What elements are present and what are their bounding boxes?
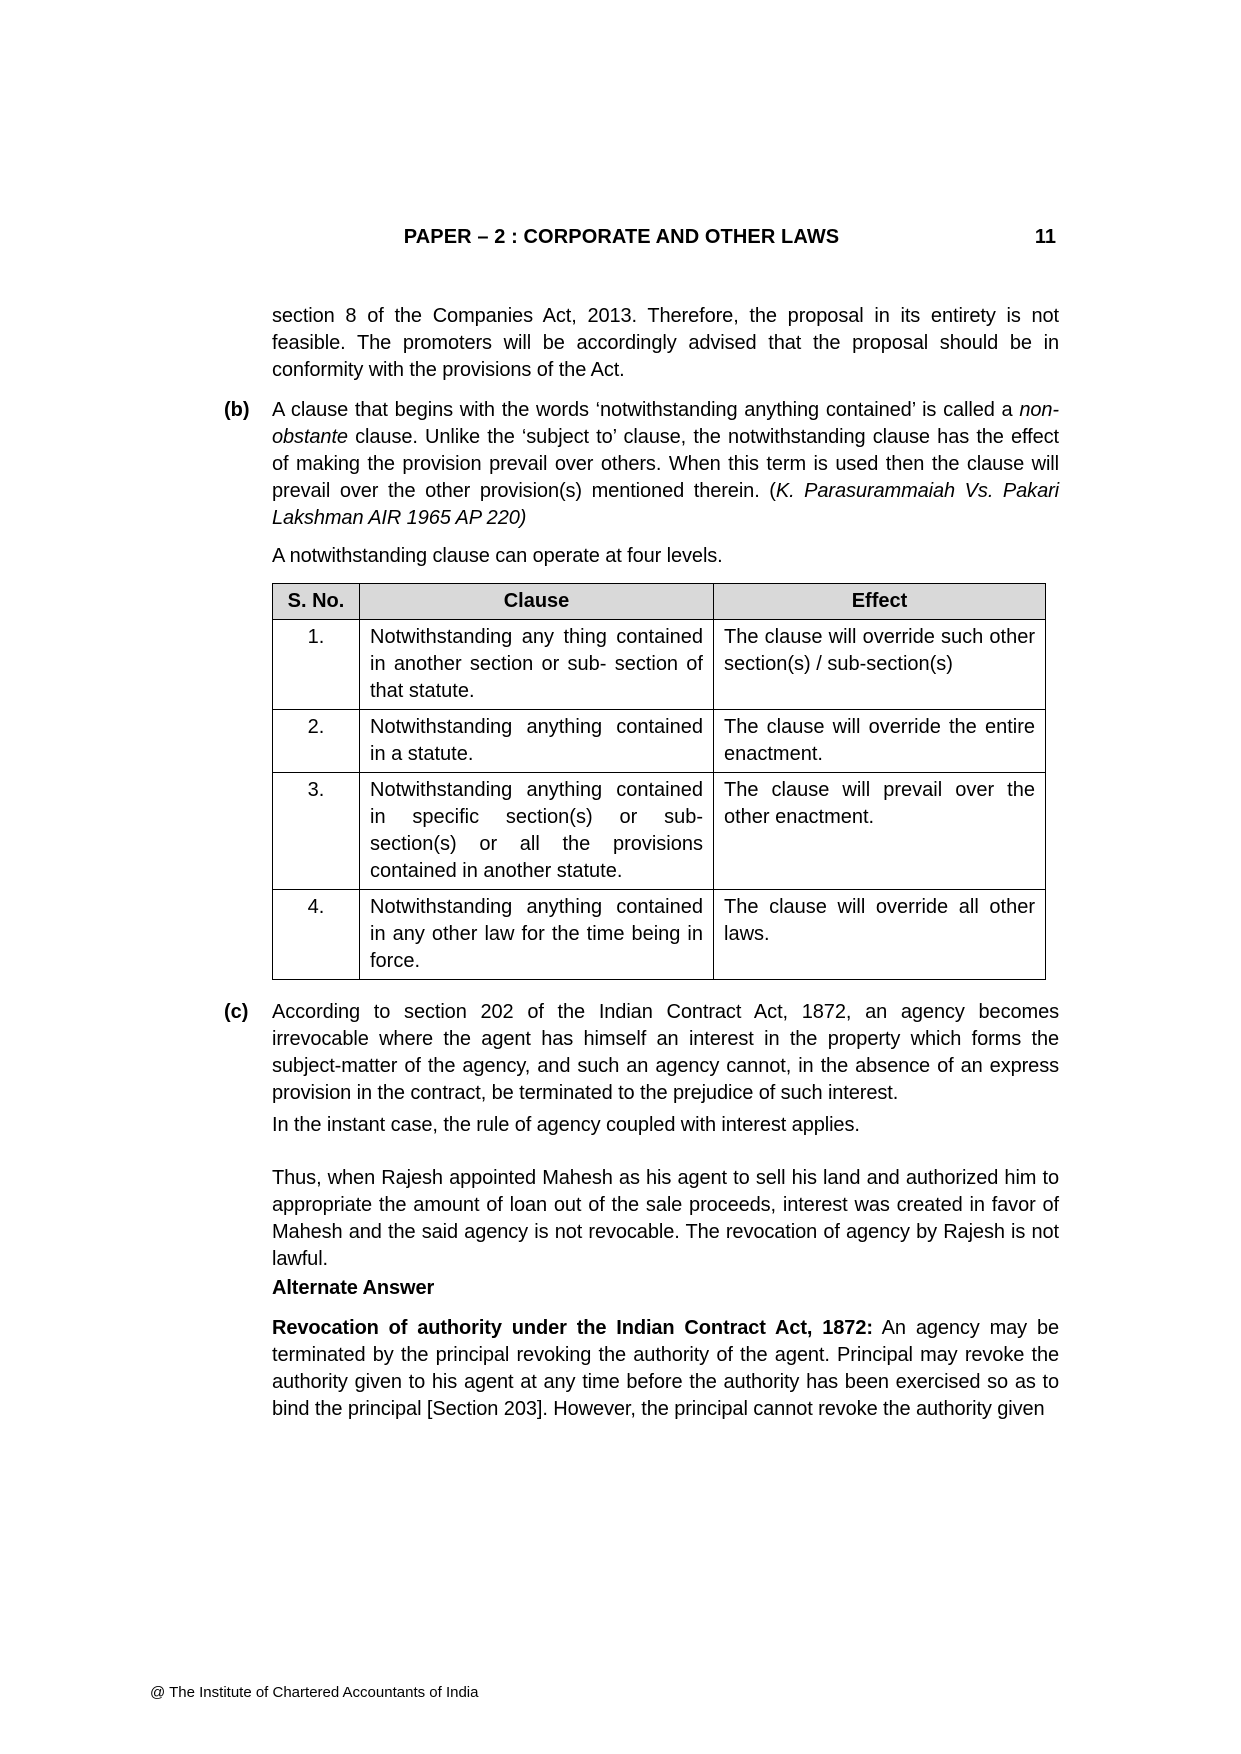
row-clause: Notwithstanding anything contained in any other law for the time being in force. <box>360 890 714 980</box>
section-c-paragraph-3: Thus, when Rajesh appointed Mahesh as his agent to sell his land and authorized him to appropriate the amount of loan out of the sale proceeds, interest was created in favor of Mahesh and the said agency is not revocable. The revocation of agency by Rajesh is not lawful. <box>272 1167 1059 1270</box>
row-sno: 4. <box>273 890 360 980</box>
row-clause: Notwithstanding anything contained in a statute. <box>360 710 714 773</box>
row-sno: 3. <box>273 773 360 890</box>
row-effect: The clause will override all other laws. <box>714 890 1046 980</box>
header-effect: Effect <box>714 584 1046 620</box>
table-row <box>273 773 1046 890</box>
row-clause: Notwithstanding anything contained in specific section(s) or sub-section(s) or all the provisions contained in another statute. <box>360 773 714 890</box>
row-effect: The clause will prevail over the other enactment. <box>714 773 1046 890</box>
alternate-answer-heading: Alternate Answer <box>272 1277 435 1299</box>
page-header-title: PAPER – 2 : CORPORATE AND OTHER LAWS <box>403 226 840 248</box>
table-row <box>273 890 1046 980</box>
non-obstante-term: non-obstante <box>272 399 1059 448</box>
header-sno: S. No. <box>273 584 360 620</box>
page-footer: @ The Institute of Chartered Accountants of India <box>150 1684 479 1701</box>
alternate-answer-text: An agency may be terminated by the principal revoking the authority of the agent. Principal may revoke the authority given to his agent at any time before the authority has been exercised so as to bind the principal [Section 203]. However, the principal cannot revoke the authority given <box>272 1317 1059 1420</box>
section-c-paragraph-1: According to section 202 of the Indian Contract Act, 1872, an agency becomes irrevocable where the agent has himself an interest in the property which forms the subject-matter of the agency, and such an agency cannot, in the absence of an express provision in the contract, be terminated to the prejudice of such interest. <box>272 1001 1059 1104</box>
section-b-paragraph <box>272 397 1059 532</box>
row-sno: 2. <box>273 710 360 773</box>
notwithstanding-levels-table <box>272 583 1046 980</box>
header-clause: Clause <box>360 584 714 620</box>
alternate-answer-lead: Revocation of authority under the Indian Contract Act, 1872: <box>272 1317 873 1339</box>
page-number: 11 <box>1034 226 1056 248</box>
section-c-label: (c) <box>224 1001 249 1023</box>
table-header-row <box>273 584 1046 620</box>
table-intro: A notwithstanding clause can operate at four levels. <box>272 545 723 567</box>
section-b-text-2: clause. Unlike the ‘subject to’ clause, the notwithstanding clause has the effect of making the provision prevail over others. When this term is used then the clause will prevail over the other provision(s) mentioned therein. ( <box>272 426 1059 502</box>
alternate-answer-paragraph <box>272 1315 1059 1423</box>
section-b-label: (b) <box>224 399 250 421</box>
table-row <box>273 710 1046 773</box>
row-effect: The clause will override the entire enactment. <box>714 710 1046 773</box>
row-effect: The clause will override such other section(s) / sub-section(s) <box>714 620 1046 710</box>
row-sno: 1. <box>273 620 360 710</box>
intro-paragraph: section 8 of the Companies Act, 2013. Therefore, the proposal in its entirety is not feasible. The promoters will be accordingly advised that the proposal should be in conformity with the provisions of the Act. <box>272 305 1059 381</box>
table-row <box>273 620 1046 710</box>
section-b-text-1: A clause that begins with the words ‘notwithstanding anything contained’ is called a <box>272 399 1020 421</box>
row-clause: Notwithstanding any thing contained in another section or sub- section of that statute. <box>360 620 714 710</box>
case-citation: K. Parasurammaiah Vs. Pakari Lakshman AIR 1965 AP 220) <box>272 480 1059 529</box>
section-c-paragraph-2: In the instant case, the rule of agency coupled with interest applies. <box>272 1114 860 1136</box>
